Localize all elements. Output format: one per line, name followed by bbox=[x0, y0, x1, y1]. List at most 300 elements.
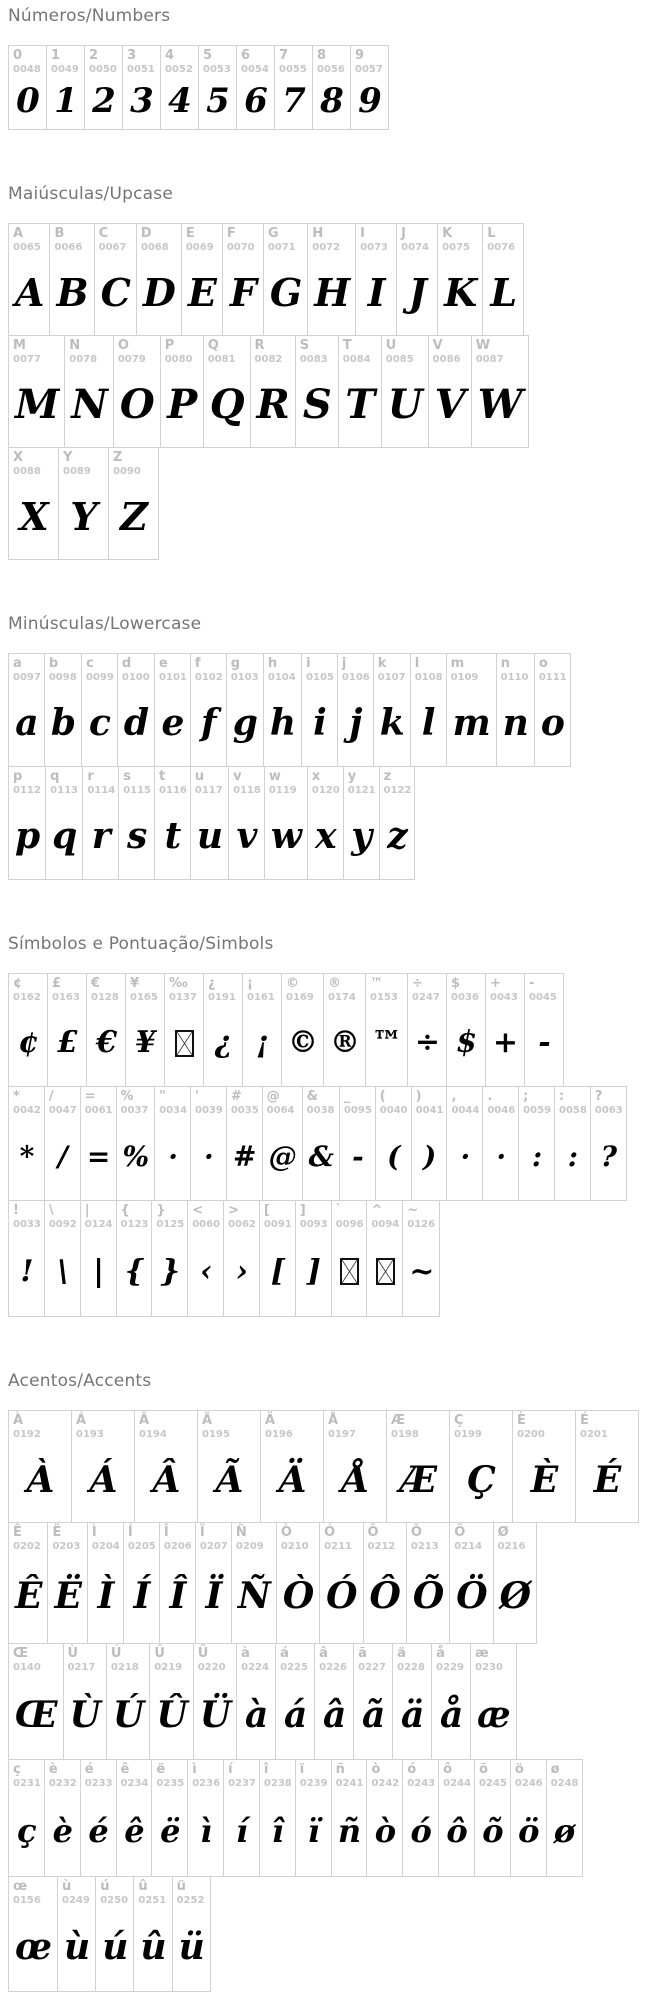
glyph-cell-char: £ bbox=[52, 976, 62, 991]
glyph-cell-char: ; bbox=[523, 1089, 529, 1104]
glyph-cell bbox=[307, 223, 356, 336]
glyph-cell-char: ö bbox=[514, 1762, 524, 1777]
glyph-cell-char: Ú bbox=[110, 1646, 122, 1661]
glyph-cell-char: , bbox=[451, 1089, 457, 1104]
glyph-cell bbox=[159, 1522, 196, 1644]
glyph-preview: ¿ bbox=[214, 1025, 233, 1060]
glyph-cell-code: 0195 bbox=[202, 1429, 230, 1440]
glyph-cell bbox=[44, 1086, 81, 1201]
glyph-cell bbox=[49, 223, 94, 336]
glyph-cell bbox=[575, 1410, 639, 1523]
glyph-cell-code: 0207 bbox=[199, 1541, 228, 1552]
glyph-cell-code: 0229 bbox=[436, 1662, 464, 1673]
glyph-preview: u bbox=[196, 815, 224, 857]
glyph-preview: | bbox=[93, 1253, 105, 1289]
glyph-cell-code: 0061 bbox=[84, 1105, 113, 1116]
glyph-cell-char: Õ bbox=[410, 1525, 422, 1540]
glyph-cell-code: 0054 bbox=[241, 64, 269, 75]
glyph-preview: L bbox=[490, 269, 518, 315]
glyph-cell-code: 0236 bbox=[192, 1778, 221, 1789]
glyph-cell-char: ô bbox=[443, 1762, 453, 1777]
glyph-cell bbox=[471, 335, 529, 448]
glyph-cell bbox=[118, 766, 155, 880]
glyph-cell-char: 3 bbox=[127, 48, 137, 63]
glyph-cell bbox=[125, 973, 165, 1087]
glyph-preview: à bbox=[244, 1693, 269, 1736]
glyph-cell bbox=[47, 973, 87, 1087]
glyph-cell-char: [ bbox=[263, 1203, 270, 1218]
glyph-cell bbox=[590, 1086, 627, 1201]
glyph-cell-char: ) bbox=[415, 1089, 422, 1104]
glyph-cell-code: 0202 bbox=[13, 1541, 41, 1552]
glyph-cell bbox=[275, 1643, 315, 1760]
section-title: Números/Numbers bbox=[8, 6, 171, 26]
glyph-preview: ÷ bbox=[414, 1025, 441, 1060]
glyph-cell bbox=[323, 1410, 387, 1523]
glyph-preview: Í bbox=[133, 1575, 151, 1617]
glyph-preview: Ó bbox=[326, 1575, 358, 1617]
glyph-cell-code: 0078 bbox=[69, 354, 98, 365]
glyph-preview: T bbox=[345, 380, 376, 428]
glyph-preview: Ñ bbox=[237, 1575, 271, 1617]
glyph-cell-char: B bbox=[54, 226, 65, 241]
glyph-cell-char: T bbox=[342, 338, 352, 353]
glyph-cell-char: ` bbox=[335, 1203, 343, 1218]
glyph-cell bbox=[259, 1200, 296, 1317]
glyph-cell-code: 0226 bbox=[319, 1662, 347, 1673]
glyph-cell bbox=[446, 1086, 483, 1201]
glyph-cell bbox=[154, 766, 191, 880]
glyph-cell-char: è bbox=[48, 1762, 58, 1777]
glyph-cell-char: ( bbox=[379, 1089, 386, 1104]
glyph-cell-code: 0089 bbox=[63, 466, 91, 477]
glyph-preview: Ê bbox=[15, 1575, 43, 1617]
glyph-preview: £ bbox=[57, 1025, 78, 1060]
glyph-cell-char: v bbox=[233, 769, 242, 784]
glyph-preview: Ã bbox=[215, 1458, 244, 1501]
glyph-preview: v bbox=[236, 815, 258, 857]
glyph-cell-code: 0211 bbox=[324, 1541, 353, 1552]
glyph-cell bbox=[44, 1200, 81, 1317]
glyph-preview: 7 bbox=[282, 80, 306, 121]
glyph-cell-char: Ï bbox=[199, 1525, 205, 1540]
glyph-cell-code: 0163 bbox=[52, 992, 80, 1003]
glyph-cell-char: X bbox=[13, 450, 24, 465]
glyph-cell bbox=[116, 1086, 156, 1201]
glyph-cell-code: 0234 bbox=[120, 1778, 149, 1789]
glyph-cell bbox=[134, 1410, 198, 1523]
glyph-preview: X bbox=[19, 493, 49, 539]
glyph-cell-char: I bbox=[360, 226, 366, 241]
glyph-cell-code: 0079 bbox=[117, 354, 146, 365]
glyph-cell bbox=[64, 335, 114, 448]
glyph-cell bbox=[314, 1643, 354, 1760]
glyph-preview: j bbox=[349, 702, 363, 744]
glyph-cell-code: 0203 bbox=[52, 1541, 81, 1552]
glyph-cell bbox=[149, 1643, 193, 1760]
glyph-preview: 1 bbox=[54, 80, 78, 121]
glyph-cell bbox=[274, 45, 313, 130]
glyph-cell-char: g bbox=[230, 656, 241, 671]
glyph-cell-char: = bbox=[84, 1089, 96, 1104]
glyph-cell bbox=[446, 973, 486, 1087]
glyph-cell-code: 0123 bbox=[120, 1219, 149, 1230]
glyph-preview: Q bbox=[209, 380, 245, 428]
glyph-cell-char: Ì bbox=[91, 1525, 97, 1540]
glyph-cell bbox=[195, 1522, 232, 1644]
glyph-preview: I bbox=[367, 269, 386, 315]
glyph-cell bbox=[80, 1086, 117, 1201]
glyph-cell-char: õ bbox=[478, 1762, 488, 1777]
glyph-row bbox=[8, 1200, 439, 1317]
glyph-cell bbox=[264, 766, 308, 880]
glyph-preview: œ bbox=[15, 1926, 53, 1968]
glyph-cell-char: û bbox=[138, 1879, 148, 1894]
glyph-cell bbox=[250, 335, 296, 448]
glyph-cell-code: 0106 bbox=[341, 672, 370, 683]
glyph-cell bbox=[428, 335, 472, 448]
glyph-cell-code: 0037 bbox=[120, 1105, 149, 1116]
glyph-cell-char: ä bbox=[397, 1646, 406, 1661]
glyph-cell-char: á bbox=[280, 1646, 289, 1661]
glyph-cell-code: 0034 bbox=[159, 1105, 187, 1116]
glyph-cell-char: e bbox=[159, 656, 168, 671]
glyph-cell-char: m bbox=[450, 656, 465, 671]
glyph-cell bbox=[512, 1410, 576, 1523]
glyph-preview: K bbox=[444, 269, 478, 315]
glyph-preview: } bbox=[160, 1253, 180, 1289]
glyph-cell-code: 0140 bbox=[13, 1662, 41, 1673]
glyph-cell bbox=[8, 1522, 48, 1644]
glyph-cell bbox=[402, 1200, 440, 1317]
glyph-cell-code: 0036 bbox=[451, 992, 479, 1003]
glyph-cell-code: 0108 bbox=[414, 672, 443, 683]
glyph-cell-char: € bbox=[91, 976, 101, 991]
glyph-cell-code: 0241 bbox=[335, 1778, 364, 1789]
glyph-cell-char: ! bbox=[13, 1203, 19, 1218]
glyph-preview: Õ bbox=[412, 1575, 445, 1617]
glyph-cell-code: 0045 bbox=[529, 992, 557, 1003]
glyph-cell-code: 0096 bbox=[335, 1219, 364, 1230]
glyph-cell bbox=[197, 1410, 261, 1523]
glyph-preview: ! bbox=[20, 1253, 34, 1289]
glyph-preview: 3 bbox=[130, 80, 154, 121]
glyph-cell bbox=[8, 447, 59, 560]
glyph-cell-char: t bbox=[159, 769, 166, 784]
glyph-cell-code: 0112 bbox=[13, 785, 41, 796]
glyph-cell-code: 0174 bbox=[328, 992, 356, 1003]
glyph-cell-code: 0200 bbox=[517, 1429, 545, 1440]
glyph-cell-code: 0212 bbox=[367, 1541, 396, 1552]
glyph-preview: O bbox=[119, 380, 155, 428]
glyph-cell-code: 0192 bbox=[13, 1429, 41, 1440]
glyph-preview: S bbox=[302, 380, 332, 428]
glyph-cell-char: n bbox=[500, 656, 510, 671]
glyph-cell bbox=[46, 45, 85, 130]
glyph-cell-char: Á bbox=[76, 1413, 87, 1428]
glyph-preview: ¢ bbox=[18, 1025, 39, 1060]
glyph-preview: G bbox=[269, 269, 303, 315]
glyph-cell-char: H bbox=[312, 226, 324, 241]
glyph-cell-char: 6 bbox=[241, 48, 251, 63]
glyph-cell bbox=[80, 1200, 117, 1317]
glyph-cell-char: Í bbox=[127, 1525, 133, 1540]
glyph-cell bbox=[396, 223, 438, 336]
glyph-cell-char: œ bbox=[13, 1879, 28, 1894]
glyph-cell-code: 0230 bbox=[475, 1662, 503, 1673]
glyph-cell-code: 0093 bbox=[299, 1219, 328, 1230]
glyph-preview bbox=[169, 1004, 200, 1080]
glyph-cell-code: 0238 bbox=[263, 1778, 292, 1789]
glyph-cell-char: " bbox=[159, 1089, 166, 1104]
glyph-cell-code: 0116 bbox=[159, 785, 187, 796]
glyph-preview: 2 bbox=[92, 80, 116, 121]
glyph-preview: \ bbox=[57, 1253, 69, 1289]
glyph-cell-code: 0044 bbox=[451, 1105, 480, 1116]
glyph-cell-char: ] bbox=[299, 1203, 306, 1218]
glyph-cell-char: Ü bbox=[197, 1646, 209, 1661]
glyph-cell-char: à bbox=[241, 1646, 250, 1661]
glyph-cell-char: * bbox=[13, 1089, 20, 1104]
glyph-preview: ì bbox=[200, 1812, 213, 1850]
glyph-cell bbox=[546, 1759, 583, 1877]
glyph-cell-code: 0115 bbox=[123, 785, 152, 796]
glyph-preview: Ù bbox=[69, 1693, 101, 1736]
glyph-cell-code: 0107 bbox=[377, 672, 406, 683]
glyph-cell-code: 0077 bbox=[13, 354, 41, 365]
glyph-cell bbox=[226, 653, 264, 767]
glyph-cell-char: E bbox=[185, 226, 195, 241]
glyph-preview: 8 bbox=[320, 80, 344, 121]
glyph-preview: D bbox=[142, 269, 176, 315]
glyph-cell-char: 4 bbox=[165, 48, 175, 63]
glyph-preview: ò bbox=[374, 1812, 397, 1850]
charmap-section bbox=[8, 6, 657, 130]
glyph-preview: C bbox=[100, 269, 131, 315]
glyph-row bbox=[8, 335, 528, 448]
glyph-preview: ¡ bbox=[255, 1025, 270, 1060]
glyph-preview: ö bbox=[518, 1812, 540, 1850]
glyph-cell bbox=[63, 1643, 107, 1760]
glyph-cell-code: 0209 bbox=[235, 1541, 264, 1552]
glyph-cell-char: a bbox=[13, 656, 22, 671]
glyph-cell bbox=[80, 1759, 117, 1877]
glyph-cell-char: $ bbox=[451, 976, 461, 991]
glyph-cell-char: Ã bbox=[202, 1413, 213, 1428]
glyph-preview: q bbox=[52, 815, 78, 857]
glyph-cell-char: O bbox=[117, 338, 129, 353]
glyph-cell-code: 0220 bbox=[197, 1662, 226, 1673]
glyph-preview: M bbox=[15, 380, 60, 428]
glyph-cell bbox=[122, 45, 161, 130]
glyph-preview: R bbox=[256, 380, 290, 428]
glyph-cell-code: 0102 bbox=[194, 672, 223, 683]
glyph-cell-code: 0245 bbox=[478, 1778, 507, 1789]
glyph-cell bbox=[190, 1086, 227, 1201]
glyph-cell-code: 0086 bbox=[432, 354, 461, 365]
glyph-cell-code: 0041 bbox=[415, 1105, 444, 1116]
glyph-cell bbox=[133, 1876, 172, 1992]
glyph-preview: s bbox=[126, 815, 148, 857]
glyph-cell-code: 0109 bbox=[450, 672, 479, 683]
glyph-cell bbox=[510, 1759, 547, 1877]
glyph-preview: Ö bbox=[456, 1575, 488, 1617]
glyph-preview: 6 bbox=[244, 80, 268, 121]
glyph-preview: è bbox=[52, 1812, 73, 1850]
glyph-preview: û bbox=[140, 1926, 167, 1968]
glyph-preview: ~ bbox=[409, 1253, 435, 1289]
glyph-cell-code: 0092 bbox=[48, 1219, 77, 1230]
glyph-cell-char: K bbox=[442, 226, 453, 241]
glyph-cell-char: © bbox=[286, 976, 299, 991]
glyph-preview: Ü bbox=[199, 1693, 232, 1736]
glyph-cell-code: 0104 bbox=[267, 672, 296, 683]
glyph-cell-code: 0056 bbox=[317, 64, 345, 75]
glyph-row bbox=[8, 1410, 638, 1523]
glyph-cell-char: W bbox=[475, 338, 491, 353]
glyph-cell-char: Ñ bbox=[235, 1525, 247, 1540]
glyph-preview: Å bbox=[341, 1458, 370, 1501]
glyph-cell-code: 0244 bbox=[443, 1778, 471, 1789]
glyph-preview: Y bbox=[70, 493, 98, 539]
glyph-preview: [ bbox=[270, 1253, 285, 1289]
glyph-preview: · bbox=[496, 1139, 507, 1173]
glyph-cell bbox=[446, 653, 497, 767]
glyph-cell-char: Ò bbox=[280, 1525, 292, 1540]
glyph-cell-code: 0081 bbox=[207, 354, 236, 365]
glyph-preview: ñ bbox=[337, 1812, 362, 1850]
glyph-cell-char: 5 bbox=[203, 48, 213, 63]
glyph-cell-char: h bbox=[267, 656, 278, 671]
glyph-cell-char: ñ bbox=[335, 1762, 345, 1777]
glyph-cell bbox=[363, 1522, 407, 1644]
glyph-cell bbox=[108, 447, 159, 560]
glyph-row bbox=[8, 1759, 582, 1877]
glyph-preview: @ bbox=[268, 1139, 297, 1173]
glyph-cell-code: 0101 bbox=[159, 672, 187, 683]
glyph-cell-char: x bbox=[311, 769, 321, 784]
glyph-cell-char: o bbox=[538, 656, 548, 671]
glyph-cell-char: Q bbox=[207, 338, 219, 353]
glyph-cell-char: Ô bbox=[367, 1525, 379, 1540]
glyph-cell-char: j bbox=[341, 656, 347, 671]
glyph-cell-code: 0114 bbox=[87, 785, 116, 796]
glyph-cell bbox=[262, 1086, 303, 1201]
glyph-cell-char: À bbox=[13, 1413, 24, 1428]
glyph-cell bbox=[518, 1086, 555, 1201]
glyph-cell-char: S bbox=[299, 338, 310, 353]
glyph-cell bbox=[431, 1643, 471, 1760]
glyph-preview: Á bbox=[89, 1458, 118, 1501]
glyph-cell-char: \ bbox=[48, 1203, 54, 1218]
glyph-cell-char: L bbox=[487, 226, 496, 241]
glyph-cell bbox=[406, 1522, 450, 1644]
glyph-preview: H bbox=[314, 269, 351, 315]
glyph-cell-char: å bbox=[436, 1646, 445, 1661]
glyph-cell bbox=[8, 1086, 45, 1201]
glyph-cell-code: 0075 bbox=[442, 242, 471, 253]
glyph-cell-char: ^ bbox=[371, 1203, 383, 1218]
glyph-preview: 9 bbox=[358, 80, 382, 121]
glyph-cell bbox=[226, 1086, 263, 1201]
glyph-cell-char: ó bbox=[407, 1762, 417, 1777]
glyph-cell-char: ? bbox=[594, 1089, 603, 1104]
glyph-cell-char: ¡ bbox=[247, 976, 253, 991]
glyph-cell-code: 0057 bbox=[355, 64, 383, 75]
glyph-cell-char: u bbox=[194, 769, 205, 784]
glyph-cell-char: ~ bbox=[407, 1203, 419, 1218]
glyph-cell-char: C bbox=[98, 226, 109, 241]
glyph-cell-char: c bbox=[86, 656, 94, 671]
glyph-cell-code: 0090 bbox=[113, 466, 141, 477]
glyph-preview: x bbox=[315, 815, 337, 857]
glyph-cell-char: É bbox=[580, 1413, 589, 1428]
glyph-cell-code: 0169 bbox=[286, 992, 314, 1003]
glyph-cell-code: 0251 bbox=[138, 1895, 167, 1906]
glyph-cell bbox=[8, 45, 47, 130]
glyph-cell bbox=[154, 1086, 191, 1201]
glyph-cell-code: 0065 bbox=[13, 242, 41, 253]
glyph-preview: È bbox=[530, 1458, 559, 1501]
glyph-cell bbox=[58, 447, 109, 560]
glyph-cell-code: 0085 bbox=[385, 354, 414, 365]
glyph-cell bbox=[366, 1200, 403, 1317]
glyph-cell-code: 0053 bbox=[203, 64, 231, 75]
glyph-cell-char: ' bbox=[194, 1089, 199, 1104]
glyph-preview: ç bbox=[17, 1812, 37, 1850]
glyph-cell-char: 9 bbox=[355, 48, 365, 63]
glyph-cell-code: 0035 bbox=[230, 1105, 259, 1116]
glyph-preview: ø bbox=[553, 1812, 576, 1850]
glyph-preview: ã bbox=[361, 1693, 386, 1736]
glyph-preview: 5 bbox=[206, 80, 230, 121]
glyph-cell-char: ¥ bbox=[130, 976, 140, 991]
glyph-cell bbox=[350, 45, 389, 130]
glyph-cell-char: î bbox=[263, 1762, 269, 1777]
glyph-cell bbox=[236, 1643, 276, 1760]
glyph-cell bbox=[485, 973, 525, 1087]
glyph-cell-char: í bbox=[228, 1762, 233, 1777]
glyph-cell-char: l bbox=[414, 656, 420, 671]
glyph-preview: 4 bbox=[168, 80, 192, 121]
glyph-cell-code: 0252 bbox=[176, 1895, 205, 1906]
glyph-cell-char: + bbox=[490, 976, 501, 991]
glyph-preview: À bbox=[26, 1458, 55, 1501]
glyph-preview: é bbox=[88, 1812, 109, 1850]
glyph-cell bbox=[410, 653, 447, 767]
glyph-cell bbox=[236, 45, 275, 130]
glyph-preview: i bbox=[313, 702, 327, 744]
glyph-cell bbox=[94, 223, 137, 336]
glyph-cell bbox=[482, 1086, 519, 1201]
glyph-cell-code: 0060 bbox=[192, 1219, 221, 1230]
glyph-cell-code: 0111 bbox=[538, 672, 567, 683]
glyph-preview: 0 bbox=[16, 80, 40, 121]
glyph-cell-code: 0224 bbox=[241, 1662, 269, 1673]
glyph-cell bbox=[319, 1522, 363, 1644]
glyph-cell bbox=[160, 45, 199, 130]
glyph-cell bbox=[242, 973, 282, 1087]
glyph-cell-code: 0205 bbox=[127, 1541, 156, 1552]
glyph-cell-code: 0161 bbox=[247, 992, 275, 1003]
glyph-preview: b bbox=[50, 702, 77, 744]
glyph-cell bbox=[117, 653, 155, 767]
glyph-cell-char: % bbox=[120, 1089, 134, 1104]
glyph-preview: : bbox=[567, 1139, 579, 1173]
glyph-preview: ? bbox=[600, 1139, 617, 1173]
glyph-cell bbox=[524, 973, 564, 1087]
glyph-preview: m bbox=[452, 702, 491, 744]
